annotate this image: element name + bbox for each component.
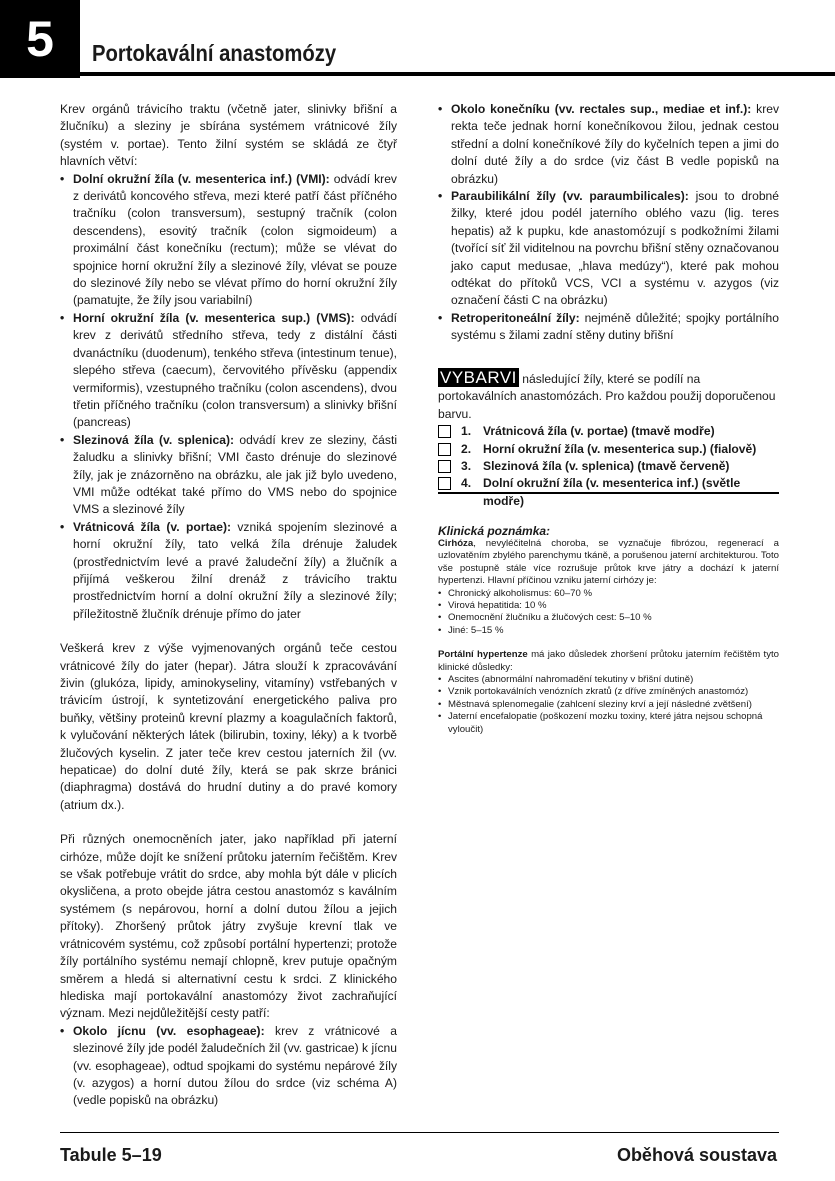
- vein-text: odvádí krev z derivátů středního střeva, tedy z distální části dvanáctníku (duodenum), tenkého střeva (intestinum tenue), slepého střeva (caecum), červovitého přívěsku (appendix vermiformis), vzestupného tračníku (colon ascendens), dvou třetin příčného tračníku (colon transversum) a slinivky břišní (pancreas): [73, 310, 397, 430]
- item-number: 4.: [461, 476, 472, 491]
- header-rule: [80, 72, 835, 76]
- cirrhosis-description: , nevyléčitelná choroba, se vyznačuje fibrózou, regenerací a uzlovatěním zbylého parenchymu tkáně, a porušenou jaterní architekturou. Toto vše postupně stále více rozrušuje průtok krve játry a dochází k jaterní hypertenzi. Hlavní příčinou vzniku jaterní cirhózy je:: [438, 538, 779, 587]
- coloring-task: [438, 369, 779, 510]
- left-column: [60, 101, 397, 1110]
- consequence-item: • Městnavá splenomegalie (zahlcení sleziny krví a její následné zvětšení): [438, 699, 779, 711]
- cirrhosis-paragraph: Při různých onemocněních jater, jako například při jaterní cirhóze, může dojít ke snížení průtoku jaterním řečištěm. Krev se však potřebuje vrátit do srdce, aby mohla být dále v plicích okysličena, a proto obejde játra cestou anastomóz s kaválním systémem (s nepárovou, horní a dolní dutou žílou a jejich přítoky). Zhoršený průtok játry zvyšuje krevní tlak ve vrátnicovém systému, což způsobí portální hypertenzi; protože žíly portálního systému nemají chlopně, krev putuje opačným směrem a hledá si alternativní cestu k srdci. Z klinického hlediska mají portokavální anastomózy život zachraňující význam. Mezi nejdůležitější cesty patří:: [60, 832, 397, 1021]
- item-number: 1.: [461, 424, 472, 439]
- coloring-instruction: [438, 369, 779, 423]
- consequence-item: • Vznik portokaválních venózních zkratů (z dříve zmíněných anastomóz): [438, 686, 779, 698]
- route-list-left: [60, 1023, 397, 1110]
- route-item: [438, 101, 779, 188]
- cirrhosis-text: [438, 538, 779, 588]
- route-list-right: [438, 101, 779, 345]
- route-term: Okolo konečníku (vv. rectales sup., mediae et inf.):: [451, 102, 752, 116]
- route-text: nejméně důležité; spojky portálního systému s žilami zadní stěny dutiny břišní: [451, 310, 779, 343]
- coloring-rule: [438, 492, 779, 494]
- vein-text: vzniká spojením slezinové a horní okružní žíly, tato velká žíla drénuje žaludek (prostřednictvím levé a pravé žaludeční žíly) a žlučník a přijímá veškerou žilní drenáž z trávicího traktu prostřednictvím horní a dolní okružní žíly a slezinové žíly; příležitostně žlučník drénuje přímo do jater: [73, 519, 397, 621]
- hypertension-term: Portální hypertenze: [438, 649, 528, 661]
- consequence-item: • Ascites (abnormální nahromadění tekutiny v břišní dutině): [438, 674, 779, 686]
- vybarvi-label: VYBARVI: [440, 368, 517, 387]
- vein-item: [60, 432, 397, 519]
- vein-list: [60, 171, 397, 624]
- item-number: 3.: [461, 459, 472, 474]
- route-text: krev rekta teče jednak horní konečníkovou žilou, jednak cestou střední a dolní konečníkové žíly do kyčelních tepen a jimi do dolní duté žíly a do srdce (viz část B vedle popisků na obrázku): [451, 102, 779, 186]
- item-number: 2.: [461, 441, 472, 456]
- vein-item: [60, 519, 397, 623]
- vein-term: Dolní okružní žíla (v. mesenterica inf.) (VMI):: [73, 171, 330, 186]
- cause-item: • Jiné: 5–15 %: [438, 625, 779, 637]
- coloring-item: [438, 423, 779, 440]
- route-term: Paraubilikální žíly (vv. paraumbilicales):: [451, 189, 689, 204]
- causes-list: [438, 588, 779, 638]
- page-title: Portokavální anastomózy: [92, 40, 337, 66]
- vein-term: Slezinová žíla (v. splenica):: [73, 432, 235, 447]
- consequence-item: • Jaterní encefalopatie (poškození mozku toxiny, které játra nejsou schopná vyloučit): [438, 711, 779, 736]
- item-label: Horní okružní žíla (v. mesenterica sup.) (fialově): [483, 441, 757, 456]
- route-item: [438, 188, 779, 310]
- intro-paragraph: Krev orgánů trávicího traktu (včetně jater, slinivky břišní a žlučníku) a sleziny je sbírána systémem vrátnicové žíly (systém v. portae). Tento žilní systém se skládá ze čtyř hlavních větví:: [60, 102, 397, 169]
- consequences-list: [438, 674, 779, 736]
- cirrhosis-term: Cirhóza: [438, 538, 474, 549]
- route-text: jsou to drobné žilky, které jdou podél jaterního oblého vazu (lig. teres hepatis) až k pupku, kde anastomózují s podkožními žilami (tvořící síť žil viditelnou na povrchu břišní stěny označovanou jako caput medusae, „hlava medúzy“), které pak mohou odtékat do přítoků VCS, VCI a systému v. azygos (viz označení části C na obrázku): [451, 189, 779, 308]
- checkbox[interactable]: [438, 443, 451, 456]
- coloring-item: [438, 458, 779, 475]
- checkbox[interactable]: [438, 477, 451, 490]
- route-item: [438, 310, 779, 345]
- footer-section-title: Oběhová soustava: [616, 1145, 777, 1165]
- footer-rule: [60, 1132, 779, 1133]
- cause-item: • Chronický alkoholismus: 60–70 %: [438, 588, 779, 600]
- vein-text: odvádí krev z derivátů koncového střeva, mezi které patří část příčného tračníku (colon transversum), sestupný tračník (colon descendens), esovitý tračník (colon sigmoideum) a proximální část konečníku (rectum); může se vlévat do spojnice horní okružní žíly a slezinové žíly, vlévat se pouze do slezinové žíly nebo se vlévat přímo do horní okružní žíly (pamatujte, že žíly jsou variabilní): [73, 171, 397, 308]
- item-label: Dolní okružní žíla (v. mesenterica inf.) (světle modře): [483, 476, 741, 508]
- vein-term: Horní okružní žíla (v. mesenterica sup.) (VMS):: [73, 310, 355, 325]
- item-label: Vrátnicová žíla (v. portae) (tmavě modře): [483, 424, 715, 439]
- right-column: [438, 101, 779, 345]
- route-text: krev z vrátnicové a slezinové žíly jde podél žaludečních žil (vv. gastricae) k jícnu (vv. esophageae), odtud spojkami do systému nepárové žíly (v. azygos) a horní dutou žílou do srdce (viz schéma A) (vedle popisků na obrázku): [73, 1023, 397, 1108]
- vein-item: [60, 310, 397, 432]
- clinical-note: [438, 524, 779, 736]
- vein-term: Vrátnicová žíla (v. portae):: [73, 519, 232, 534]
- route-term: Okolo jícnu (vv. esophageae):: [73, 1023, 265, 1038]
- coloring-item: [438, 441, 779, 458]
- chapter-number: 5: [0, 0, 80, 78]
- route-term: Retroperitoneální žíly:: [451, 310, 580, 325]
- route-item: [60, 1023, 397, 1110]
- checkbox[interactable]: [438, 425, 451, 438]
- clinical-note-title: Klinická poznámka:: [438, 524, 551, 538]
- liver-paragraph: Veškerá krev z výše vyjmenovaných orgánů teče cestou vrátnicové žíly do jater (hepar). Játra slouží k zpracovávání živin (glukóza, lipidy, aminokyseliny, vitamíny) vstřebaných v trávicím ústrojí, k syntetizování energetického paliva pro buňky, většiny proteinů krevní plazmy a koagulačních faktorů, k vylučování některých látek (bilirubin, toxiny, léky) a k tvorbě žlučových kyselin. Z jater teče krev cestou jaterních žil (vv. hepaticae) do dolní duté žíly, která se pak skrze bránici (diaphragma) dostává do hrudní dutiny a do pravé komory (atrium dx.).: [60, 641, 397, 812]
- hypertension-description: má jako důsledek zhoršení průtoku jaterním řečištěm tyto klinické důsledky:: [438, 649, 779, 673]
- footer-plate-number: Tabule 5–19: [60, 1145, 162, 1165]
- vein-text: odvádí krev ze sleziny, části žaludku a slinivky břišní; VMI často drénuje do slezinové žíly, jak je znázorněno na obrázku, ale jak již bylo uvedeno, VMI může odtékat také přímo do VMS nebo do spojnice VMS a slezinové žíly: [73, 432, 398, 517]
- cause-item: • Onemocnění žlučníku a žlučových cest: 5–10 %: [438, 612, 779, 624]
- cause-item: • Virová hepatitida: 10 %: [438, 600, 779, 612]
- coloring-instruction-text: následující žíly, které se podílí na portokaválních anastomózách. Pro každou použij doporučenou barvu.: [438, 372, 776, 421]
- checkbox[interactable]: [438, 460, 451, 473]
- item-label: Slezinová žíla (v. splenica) (tmavě červeně): [483, 459, 730, 474]
- vein-item: [60, 171, 397, 310]
- hypertension-text: [438, 649, 779, 674]
